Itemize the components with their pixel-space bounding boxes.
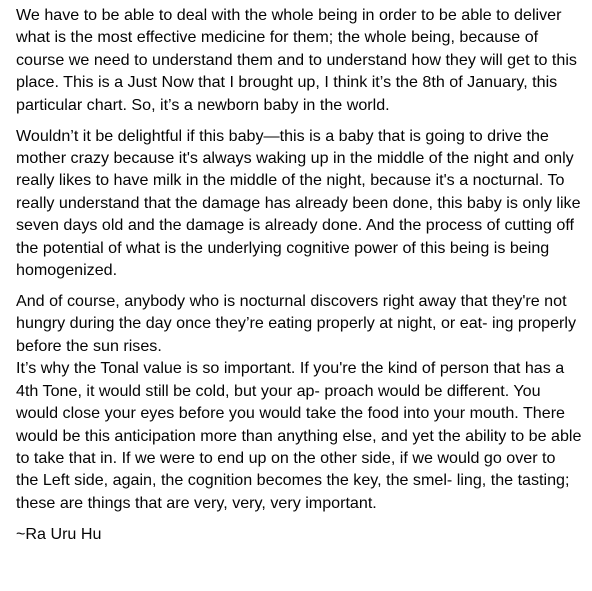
paragraph-2: Wouldn’t it be delightful if this baby—this is a baby that is going to drive the mother crazy because it's always waking up in the middle of the night and only really likes to have milk in the middle of the night, because it's a nocturnal. To really understand that the damage has already been done, this baby is only like seven days old and the damage is already done. And the process of cutting off the potential of what is the underlying cognitive power of this being is being homogenized. <box>16 126 581 280</box>
paragraph-3: And of course, anybody who is nocturnal discovers right away that they're not hungry during the day once they’re eating properly at night, or eat- ing properly before the sun rises. <box>16 292 577 355</box>
paragraph-4: It’s why the Tonal value is so important. If you're the kind of person that has a 4th Tone, it would still be cold, but your ap- proach would be different. You would close your eyes before you would take the food into your mouth. There would be this anticipation more than anything else, and yet the ability to be able to take that in. If we were to end up on the other side, if we would go over to the Left side, again, the cognition becomes the key, the smel- ling, the tasting; these are things that are very, very, very important. <box>16 359 582 512</box>
paragraph-1: We have to be able to deal with the whole being in order to be able to deliver what is the most effective medicine for them; the whole being, because of course we need to understand them and to understand how they will get to this place. This is a Just Now that I brought up, I think it’s the 8th of January, this particular chart. So, it’s a newborn baby in the world. <box>16 6 577 114</box>
signature: ~Ra Uru Hu <box>16 524 102 543</box>
